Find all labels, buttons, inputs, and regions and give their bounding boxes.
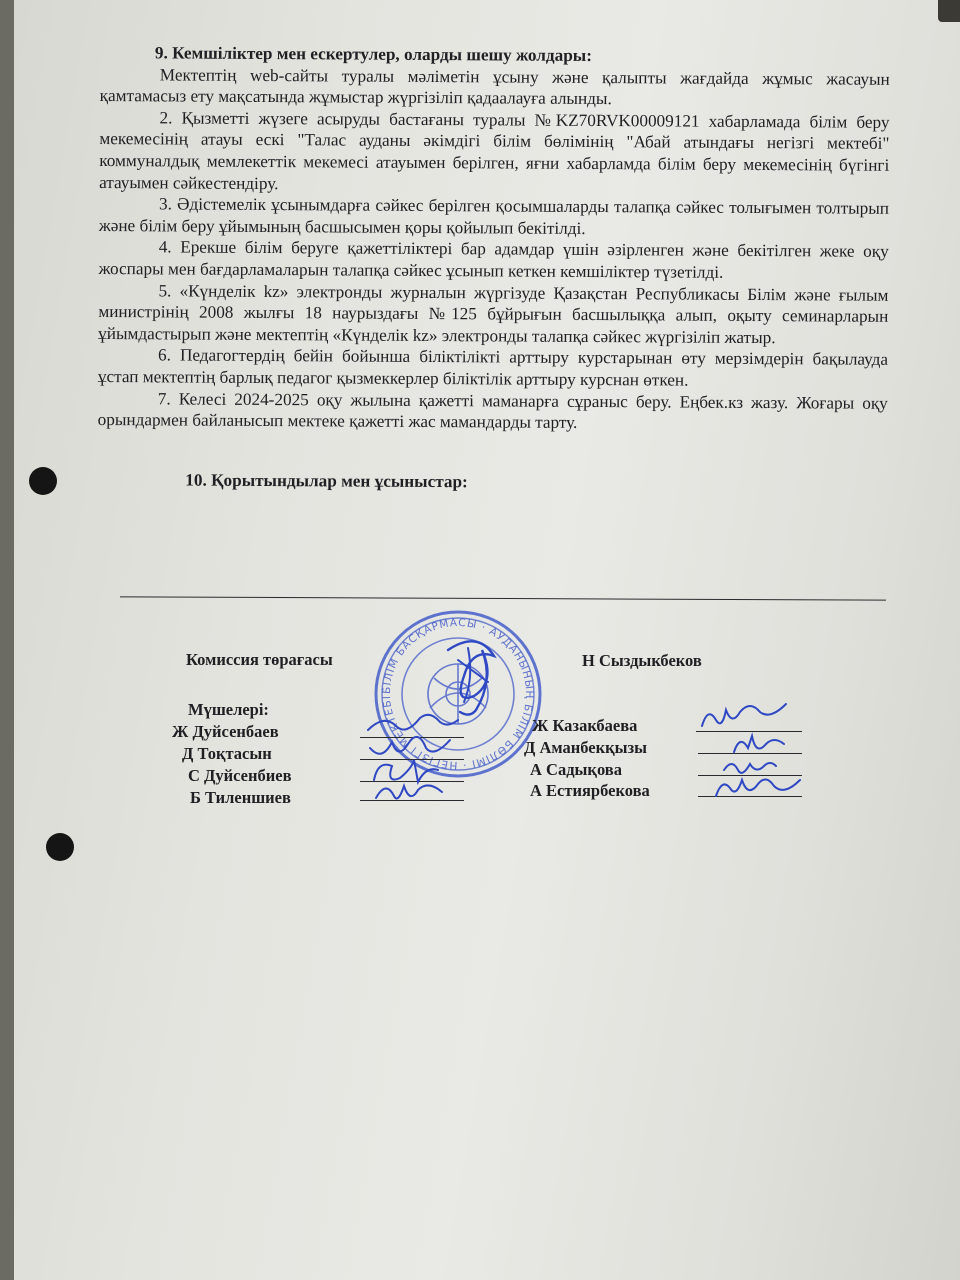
paragraph-5: 5. «Күнделік kz» электронды журналын жүргізуде Қазақстан Республикасы Білім және ғылым министрінің 2008 жылғы 18 наурыздағы №125 бұйрығын басшылыққа алып, оқыту семинарларын ұйымдастырып және мектептің «Күнделік kz» электронды талапқа сәйкес жүргізіліп жатыр. <box>98 280 889 347</box>
section-10-heading: 10. Қорытындылар мен ұсыныстар: <box>185 470 468 491</box>
paragraph-2: 2. Қызметті жүзеге асыруды бастағаны туралы №KZ70RVK00009121 хабарламада білім беру мекемесінің атауы ескі "Талас ауданы әкімдігі білім бөлімінің "Абай атындағы негізгі мектебі" коммуналдық мемлекеттік мекемесі атауымен берілген, яғни хабарламда білім беру мекемесінің бүгінгі атауымен сәйкестендіру. <box>99 108 890 193</box>
paragraph-6: 6. Педагогтердің бейін бойынша біліктілікті арттыру курстарынан өту мерзімдерін бақылауда ұстап мектептің барлық педагог қызмеккерлер біліктілік арттыру курснан өткен. <box>97 345 889 390</box>
punch-hole-top <box>29 467 57 495</box>
member-left-3: С Дуйсенбиев <box>188 766 292 785</box>
member-left-2: Д Тоқтасын <box>182 744 272 763</box>
signature-right-1 <box>698 700 798 732</box>
signature-right-4 <box>712 774 808 802</box>
paragraph-1: Мектептің web-сайты туралы мәліметін ұсыну және қалыпты жағдайда жұмыс жасауын қамтамасыз ету мақсатында жұмыстар жүргізіліп қадаалауға алынды. <box>99 64 890 109</box>
member-right-3: А Садықова <box>530 760 622 779</box>
punch-hole-bottom <box>46 833 74 861</box>
chair-label: Комиссия төрағасы <box>186 650 333 669</box>
paragraph-4: 4. Ерекше білім беруге қажеттіліктері бар адамдар үшін әзірленген және бекітілген жеке оқу жоспары мен бағдарламаларын талапқа сәйкес ұсынып кеткен кемшіліктер түзетілді. <box>98 237 889 282</box>
member-right-4: А Естиярбекова <box>530 781 650 800</box>
chair-name: Н Сыздыкбеков <box>582 651 702 670</box>
document-body <box>97 42 890 495</box>
section-9-heading: 9. Кемшіліктер мен ескертулер, оларды шешу жолдары: <box>154 43 593 66</box>
chair-signature <box>428 630 518 720</box>
member-right-1: Ж Казакбаева <box>532 716 638 735</box>
paragraph-3: 3. Әдістемелік ұсынымдарға сәйкес берілген қосымшаларды талапқа сәйкес толығымен толтырып және білім беру ұйымының басшысымен қоры қойылып бекітілді. <box>98 194 890 238</box>
page-corner-shadow <box>938 0 960 22</box>
stamp-ring-text: БІЛІМ БАСҚАРМАСЫ · АУДАНЫНЫҢ БІЛІМ БӨЛІМІ · НЕГІЗГІ МЕКТЕБІ <box>380 616 536 772</box>
member-left-1: Ж Дуйсенбаев <box>172 722 279 741</box>
member-left-4: Б Тиленшиев <box>190 788 291 807</box>
signature-left-4 <box>370 778 450 806</box>
members-label: Мүшелері: <box>188 700 269 719</box>
member-right-2: Д Аманбекқызы <box>524 738 648 757</box>
paragraph-7: 7. Келесі 2024-2025 оқу жылына қажетті маманарға сұраныс беру. Еңбек.кз жазу. Жоғары оқу орындармен байланысып мектеке қажетті жас мамандарды тарту. <box>97 388 888 433</box>
